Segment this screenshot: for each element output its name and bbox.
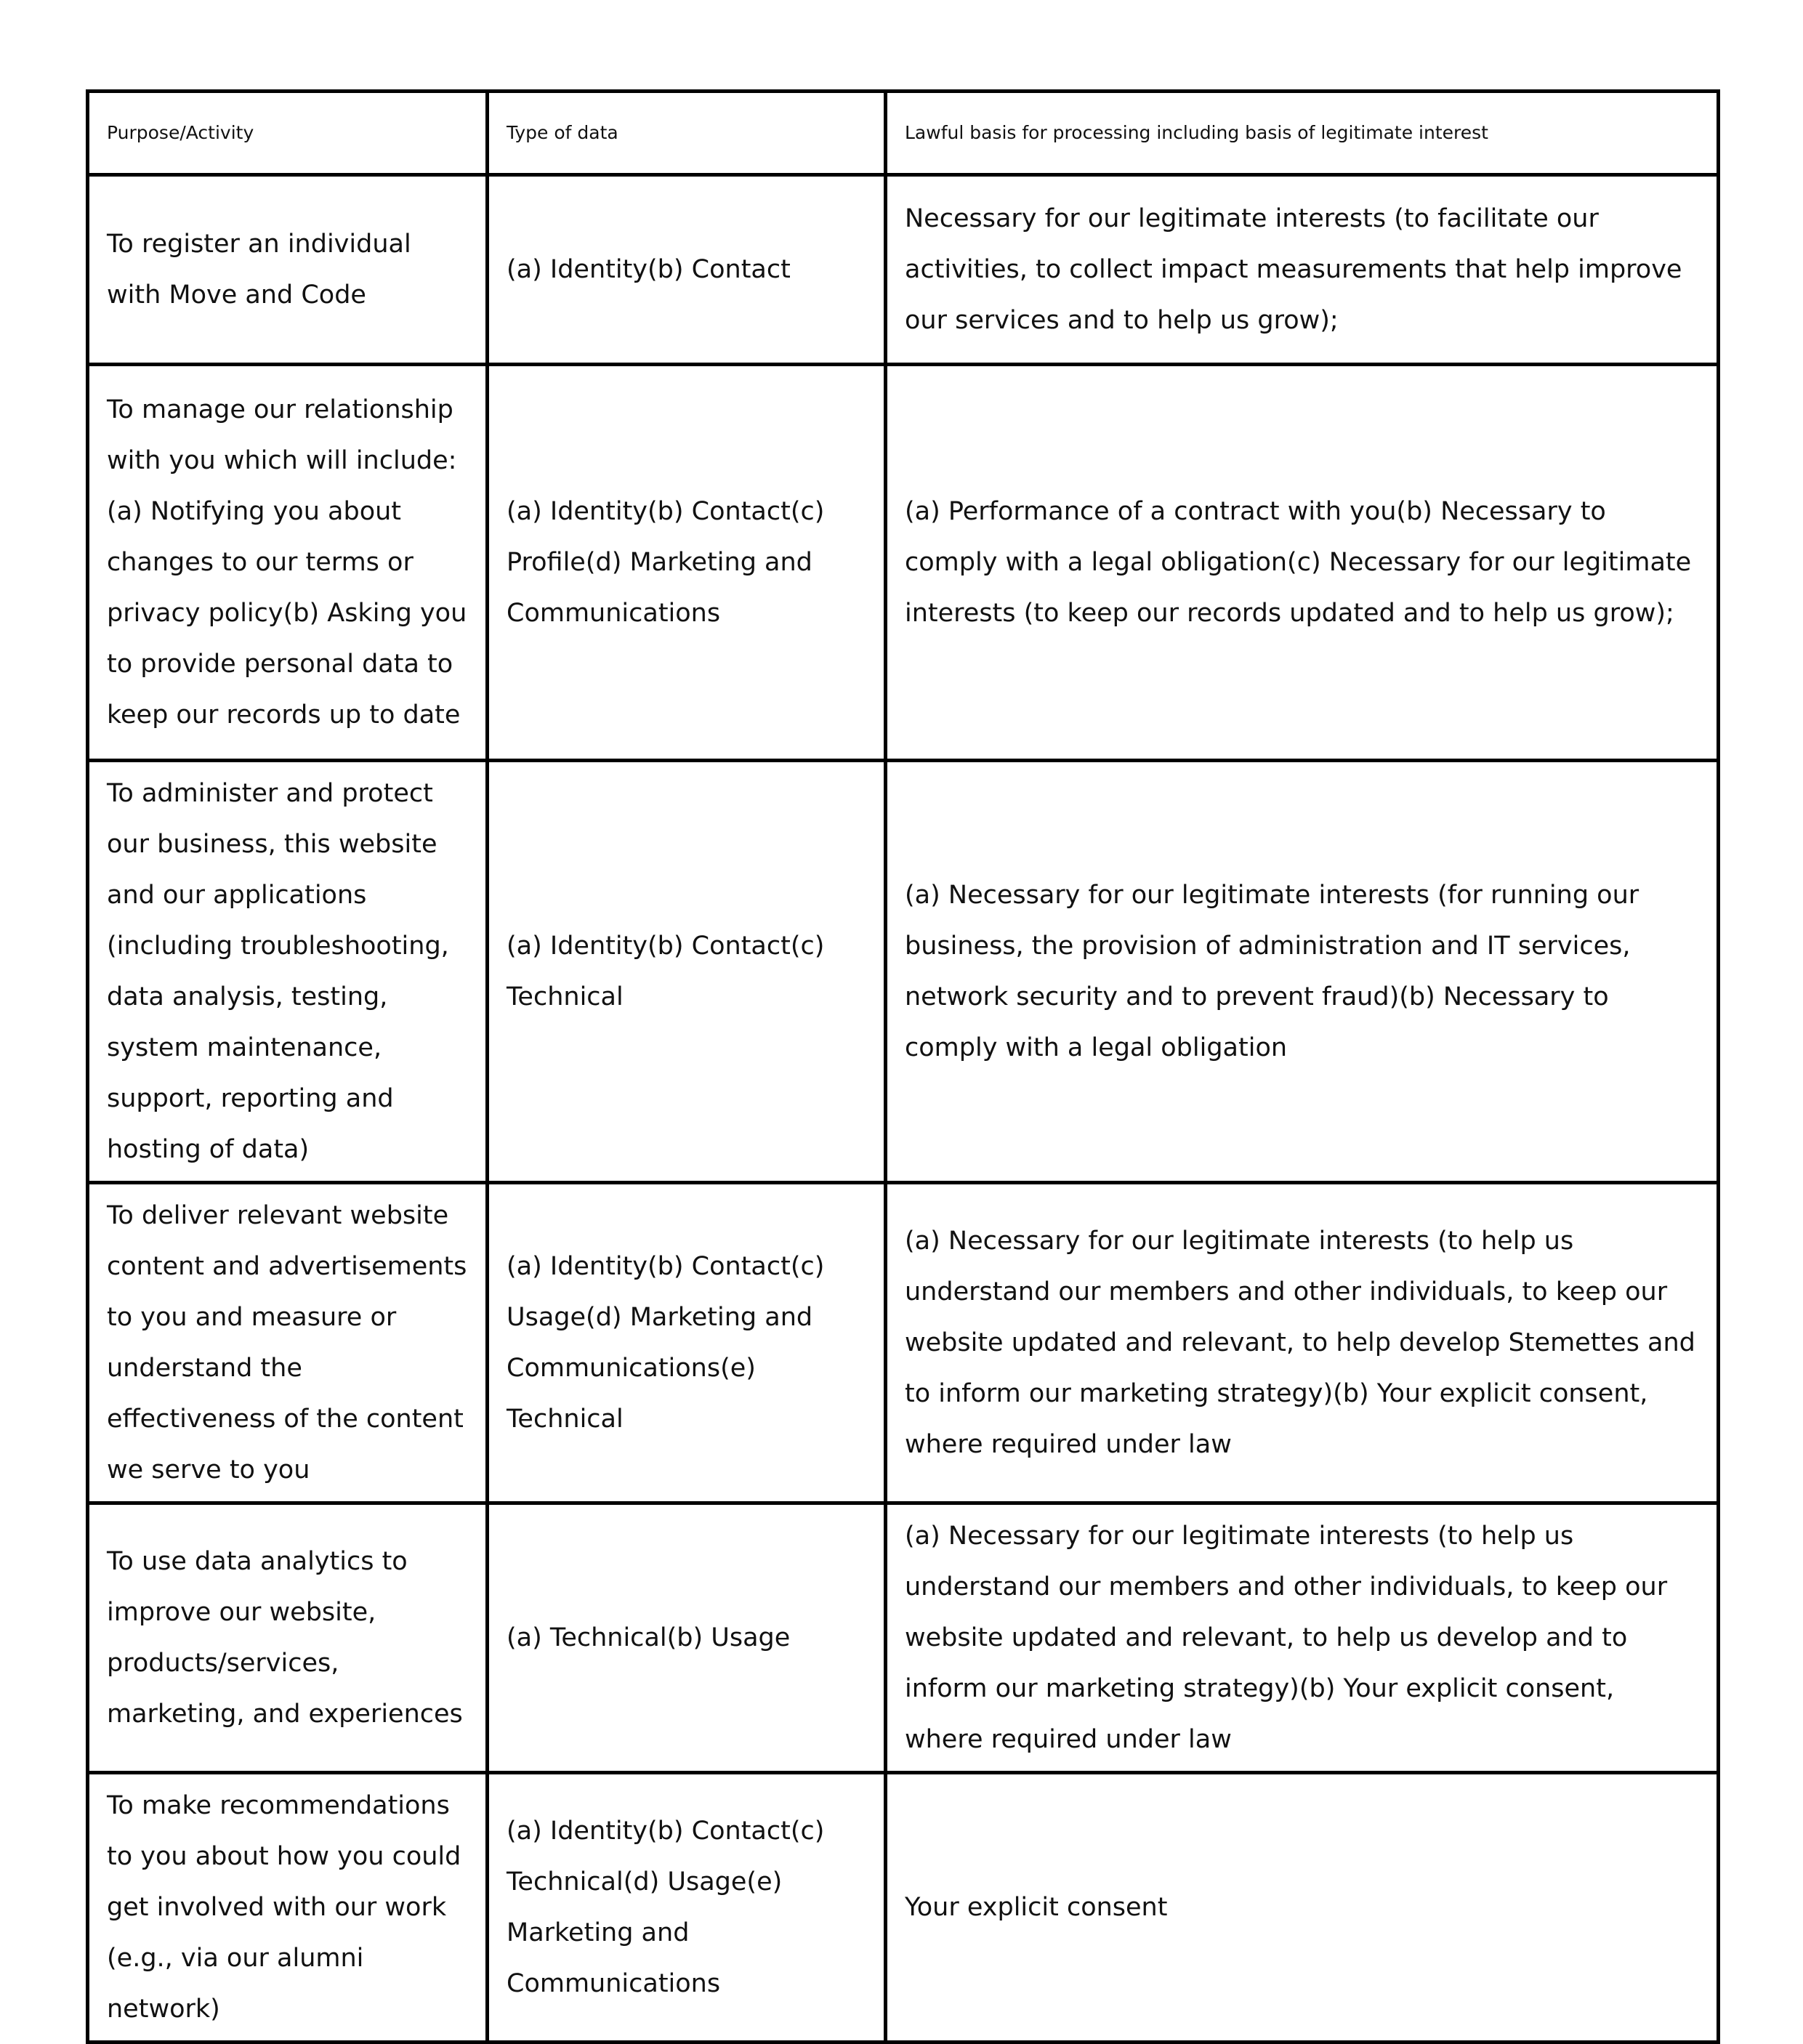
cell-lawful-basis: Necessary for our legitimate interests (to facilitate our activities, to collect impact measurements that help improve our services and to help us grow); — [886, 175, 1719, 365]
table-row — [88, 1773, 1719, 2043]
header-purpose-activity: Purpose/Activity — [88, 92, 488, 175]
cell-purpose: To use data analytics to improve our website, products/services, marketing, and experiences — [88, 1503, 488, 1773]
cell-purpose: To make recommendations to you about how you could get involved with our work (e.g., via our alumni network) — [88, 1773, 488, 2043]
table-header-row — [88, 92, 1719, 175]
cell-lawful-basis: Your explicit consent — [886, 1773, 1719, 2043]
table-row — [88, 1503, 1719, 1773]
cell-type-of-data: (a) Identity(b) Contact(c) Profile(d) Marketing and Communications — [488, 365, 886, 761]
cell-purpose: To administer and protect our business, this website and our applications (including troubleshooting, data analysis, testing, system maintenance, support, reporting and hosting of data) — [88, 761, 488, 1183]
header-lawful-basis: Lawful basis for processing including basis of legitimate interest — [886, 92, 1719, 175]
table-row — [88, 175, 1719, 365]
cell-type-of-data: (a) Identity(b) Contact — [488, 175, 886, 365]
cell-type-of-data: (a) Identity(b) Contact(c) Usage(d) Marketing and Communications(e) Technical — [488, 1183, 886, 1503]
table-row — [88, 1183, 1719, 1503]
cell-type-of-data: (a) Identity(b) Contact(c) Technical — [488, 761, 886, 1183]
cell-lawful-basis: (a) Necessary for our legitimate interests (for running our business, the provision of administration and IT services, network security and to prevent fraud)(b) Necessary to comply with a legal obligation — [886, 761, 1719, 1183]
cell-type-of-data: (a) Technical(b) Usage — [488, 1503, 886, 1773]
cell-type-of-data: (a) Identity(b) Contact(c) Technical(d) Usage(e) Marketing and Communications — [488, 1773, 886, 2043]
cell-purpose: To register an individual with Move and Code — [88, 175, 488, 365]
cell-lawful-basis: (a) Performance of a contract with you(b) Necessary to comply with a legal obligation(c) Necessary for our legitimate interests (to keep our records updated and to help us grow); — [886, 365, 1719, 761]
table-row — [88, 761, 1719, 1183]
cell-purpose: To deliver relevant website content and advertisements to you and measure or understand the effectiveness of the content we serve to you — [88, 1183, 488, 1503]
table-row — [88, 365, 1719, 761]
cell-purpose: To manage our relationship with you which will include:(a) Notifying you about changes to our terms or privacy policy(b) Asking you to provide personal data to keep our records up to date — [88, 365, 488, 761]
lawful-basis-table — [86, 89, 1720, 2044]
cell-lawful-basis: (a) Necessary for our legitimate interests (to help us understand our members and other individuals, to keep our website updated and relevant, to help us develop and to inform our marketing strategy)(b) Your explicit consent, where required under law — [886, 1503, 1719, 1773]
header-type-of-data: Type of data — [488, 92, 886, 175]
cell-lawful-basis: (a) Necessary for our legitimate interests (to help us understand our members and other individuals, to keep our website updated and relevant, to help develop Stemettes and to inform our marketing strategy)(b) Your explicit consent, where required under law — [886, 1183, 1719, 1503]
